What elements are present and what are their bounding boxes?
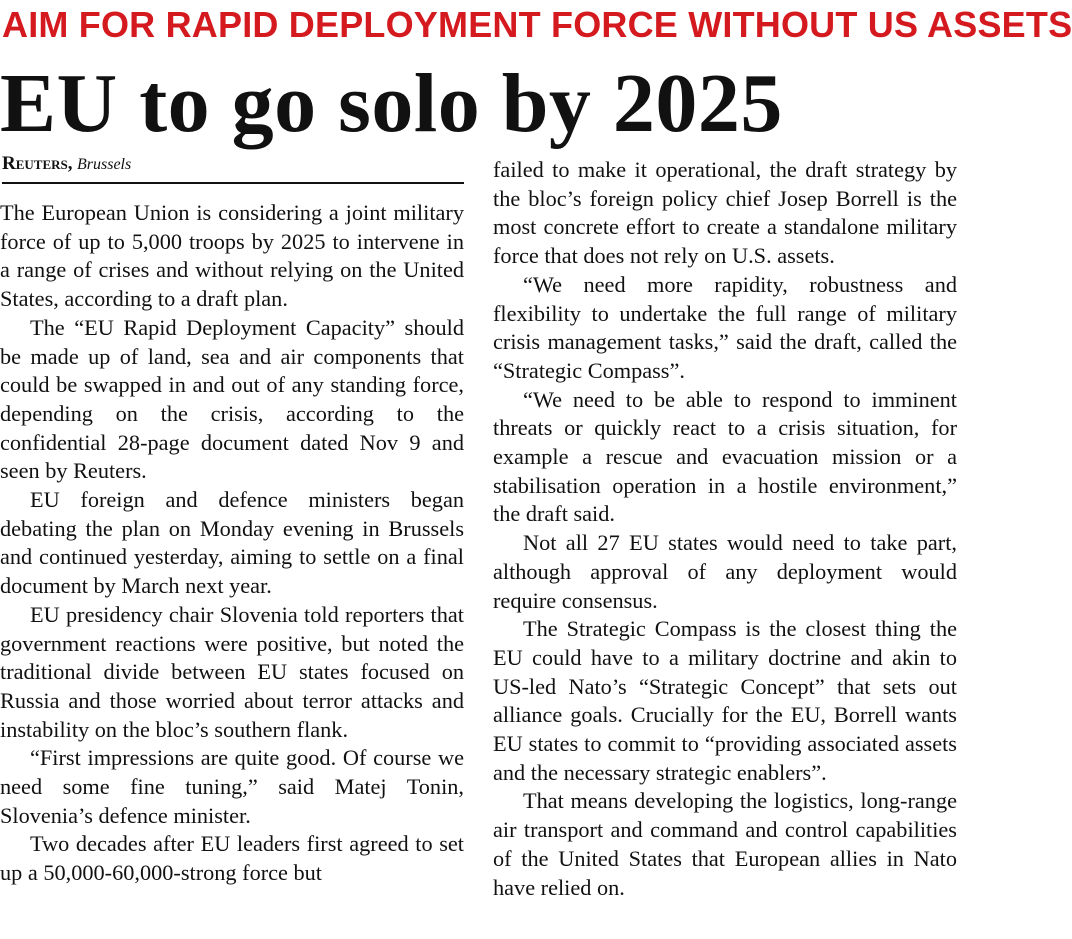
byline-location: Brussels	[77, 156, 132, 173]
paragraph: “First impressions are quite good. Of course we need some fine tuning,” said Matej Tonin, Slovenia’s defence minister.	[0, 745, 464, 828]
kicker-headline: AIM FOR RAPID DEPLOYMENT FORCE WITHOUT US ASSETS	[2, 4, 1072, 45]
right-column	[493, 156, 957, 902]
paragraph: “We need to be able to respond to imminent threats or quickly react to a crisis situation, for example a rescue and evacuation mission or a stabilisation operation in a hostile environment,” the draft said.	[493, 386, 957, 527]
paragraph: The European Union is considering a joint military force of up to 5,000 troops by 2025 to intervene in a range of crises and without relying on the United States, according to a draft plan.	[0, 200, 464, 312]
paragraph: EU foreign and defence ministers began debating the plan on Monday evening in Brussels and continued yesterday, aiming to settle on a final document by March next year.	[0, 487, 464, 599]
paragraph: The Strategic Compass is the closest thing the EU could have to a military doctrine and akin to US-led Nato’s “Strategic Concept” that sets out alliance goals. Crucially for the EU, Borrell wants EU states to commit to “providing associated assets and the necessary strategic enablers”.	[493, 616, 957, 785]
paragraph: Two decades after EU leaders first agreed to set up a 50,000-60,000-strong force but	[0, 831, 464, 886]
paragraph-continuation: failed to make it operational, the draft strategy by the bloc’s foreign policy chief Josep Borrell is the most concrete effort to create a standalone military force that does not rely on U.S. assets.	[493, 157, 957, 269]
paragraph: “We need more rapidity, robustness and flexibility to undertake the full range of military crisis management tasks,” said the draft, called the “Strategic Compass”.	[493, 271, 957, 383]
paragraph: That means developing the logistics, long-range air transport and command and control capabilities of the United States that European allies in Nato have relied on.	[493, 788, 957, 900]
paragraph: Not all 27 EU states would need to take part, although approval of any deployment would require consensus.	[493, 530, 957, 613]
left-column	[0, 199, 464, 888]
main-headline: EU to go solo by 2025	[0, 57, 783, 150]
paragraph: EU presidency chair Slovenia told reporters that government reactions were positive, but noted the traditional divide between EU states focused on Russia and those worried about terror attacks and instability on the bloc’s southern flank.	[0, 601, 464, 742]
byline-divider	[2, 182, 464, 184]
byline-agency: Reuters,	[2, 153, 73, 174]
paragraph: The “EU Rapid Deployment Capacity” should be made up of land, sea and air components that could be swapped in and out of any standing force, depending on the crisis, according to the confidential 28-page document dated Nov 9 and seen by Reuters.	[0, 314, 464, 484]
byline	[2, 152, 464, 176]
